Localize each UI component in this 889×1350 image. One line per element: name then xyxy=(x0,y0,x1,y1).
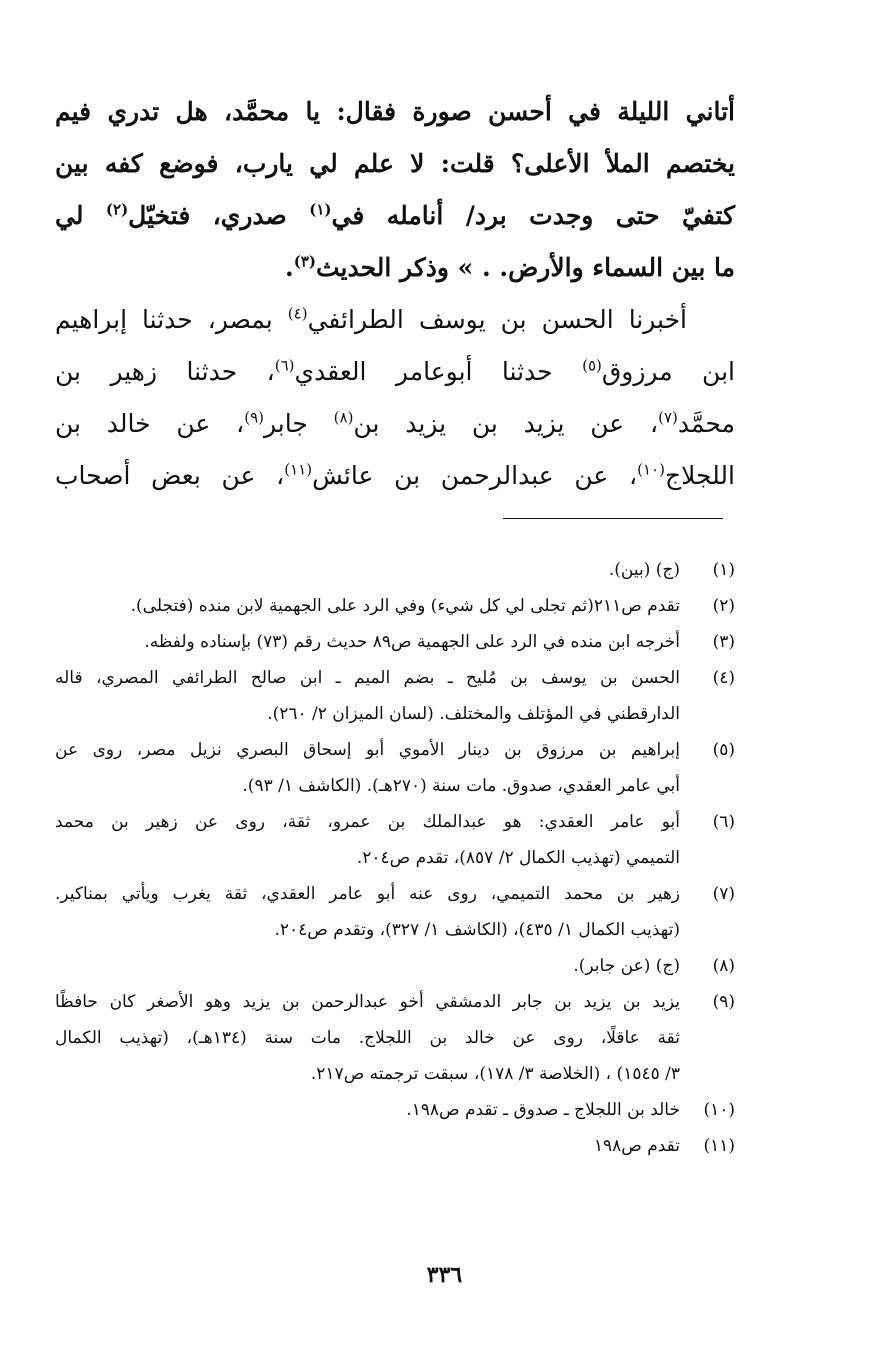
footnote-ref: (٢) xyxy=(105,200,129,219)
footnote-line: زهير بن محمد التميمي، روى عنه أبو عامر العقدي، ثقة يغرب ويأتي بمناكير. xyxy=(55,884,680,904)
footnote-number: (٩) xyxy=(712,992,735,1012)
footnote-number: (٢) xyxy=(712,596,735,616)
footnote-line: تقدم ص١٩٨ xyxy=(593,1136,680,1156)
footnote-item xyxy=(55,732,735,804)
footnote-number: (١١) xyxy=(703,1136,735,1156)
footnote-ref: (٥) xyxy=(582,356,602,375)
main-text-line: أخبرنا الحسن بن يوسف الطرائفي$^{(٤)}$ بمصر، حدثنا إبراهيم xyxy=(55,304,688,334)
footnote-line: ثقة عاقلًا، روى عن خالد بن اللجلاج. مات سنة (١٣٤هـ)، (تهذيب الكمال xyxy=(55,1028,680,1048)
footnote-line: خالد بن اللجلاج ـ صدوق ـ تقدم ص١٩٨. xyxy=(406,1100,680,1120)
footnote-ref: (٩) xyxy=(244,408,265,427)
footnote-ref: (١) xyxy=(309,200,332,219)
footnote-item xyxy=(55,1092,735,1128)
footnote-item xyxy=(55,624,735,660)
footnote-ref: (٧) xyxy=(658,408,678,427)
main-text-line: كتفيّ حتى وجدت برد/ أنامله في$^{(١)}$ صدري، فتخيّل$^{(٢)}$ لي xyxy=(55,200,735,230)
main-text-line: ابن مرزوق$^{(٥)}$ حدثنا أبوعامر العقدي$^{(٦)}$، حدثنا زهير بن xyxy=(55,356,735,386)
footnote-item xyxy=(55,660,735,732)
main-text-line: محمَّد$^{(٧)}$، عن يزيد بن يزيد بن$^{(٨)}$ جابر$^{(٩)}$، عن خالد بن xyxy=(55,408,735,438)
footnote-number: (١) xyxy=(712,560,735,580)
footnote-line: أبو عامر العقدي: هو عبدالملك بن عمرو، ثقة، روى عن زهير بن محمد xyxy=(55,812,680,832)
main-text-line: يختصم الملأ الأعلى؟ قلت: لا علم لي يارب، فوضع كفه بين xyxy=(55,149,735,178)
footnote-line: الدارقطني في المؤتلف والمختلف. (لسان الميزان ٢/ ٢٦٠). xyxy=(267,704,680,724)
footnote-item xyxy=(55,876,735,948)
footnote-item xyxy=(55,552,735,588)
footnote-item xyxy=(55,804,735,876)
page-number: ٣٣٦ xyxy=(426,1262,463,1288)
footnote-ref: (٨) xyxy=(333,408,354,427)
footnote-number: (٧) xyxy=(712,884,735,904)
footnote-line: أخرجه ابن منده في الرد على الجهمية ص٨٩ حديث رقم (٧٣) بإسناده ولفظه. xyxy=(144,632,680,652)
footnote-line: الحسن بن يوسف بن مُليح ـ بضم الميم ـ ابن صالح الطرائفي المصري، قاله xyxy=(55,668,680,688)
footnote-ref: (٣) xyxy=(293,252,316,271)
main-text-line: أتاني الليلة في أحسن صورة فقال: يا محمَّد، هل تدري فيم xyxy=(55,97,735,126)
footnote-line: ٣/ ١٥٤٥) ، (الخلاصة ٣/ ١٧٨)، سبقت ترجمته ص٢١٧. xyxy=(310,1064,680,1084)
footnote-number: (٤) xyxy=(712,668,735,688)
footnote-item xyxy=(55,588,735,624)
footnote-number: (٣) xyxy=(712,632,735,652)
footnote-line: (ج) (عن جابر). xyxy=(573,956,680,976)
footnote-separator xyxy=(503,518,723,519)
footnote-number: (٦) xyxy=(712,812,735,832)
footnote-line: التميمي (تهذيب الكمال ٢/ ٨٥٧)، تقدم ص٢٠٤. xyxy=(356,848,680,868)
main-text-line: ما بين السماء والأرض. . » وذكر الحديث$^{(٣)}$. xyxy=(285,252,735,282)
footnote-number: (٥) xyxy=(712,740,735,760)
footnote-line: (ج) (بين). xyxy=(608,560,680,580)
footnote-line: تقدم ص٢١١(ثم تجلى لي كل شيء) وفي الرد على الجهمية لابن منده (فتجلى). xyxy=(130,596,680,616)
footnote-line: أبي عامر العقدي، صدوق. مات سنة (٢٧٠هـ). (الكاشف ١/ ٩٣). xyxy=(242,776,680,796)
footnotes-block xyxy=(55,552,735,1164)
footnote-ref: (١٠) xyxy=(637,460,665,479)
footnote-line: إبراهيم بن مرزوق بن دينار الأموي أبو إسحاق البصري نزيل مصر، روى عن xyxy=(55,740,680,760)
footnote-line: يزيد بن يزيد بن جابر الدمشقي أخو عبدالرحمن بن يزيد وهو الأصغر كان حافظًا xyxy=(55,992,680,1012)
footnote-item xyxy=(55,984,735,1092)
main-text-block xyxy=(55,86,735,502)
footnote-ref: (٦) xyxy=(274,356,295,375)
footnote-ref: (١١) xyxy=(284,460,313,479)
footnote-number: (٨) xyxy=(712,956,735,976)
footnote-ref: (٤) xyxy=(287,304,308,323)
main-text-line: اللجلاج$^{(١٠)}$، عن عبدالرحمن بن عائش$^{(١١)}$، عن بعض أصحاب xyxy=(55,460,735,490)
footnote-item xyxy=(55,1128,735,1164)
footnote-number: (١٠) xyxy=(703,1100,735,1120)
footnote-line: (تهذيب الكمال ١/ ٤٣٥)، (الكاشف ١/ ٣٢٧)، وتقدم ص٢٠٤. xyxy=(274,920,680,940)
footnote-item xyxy=(55,948,735,984)
